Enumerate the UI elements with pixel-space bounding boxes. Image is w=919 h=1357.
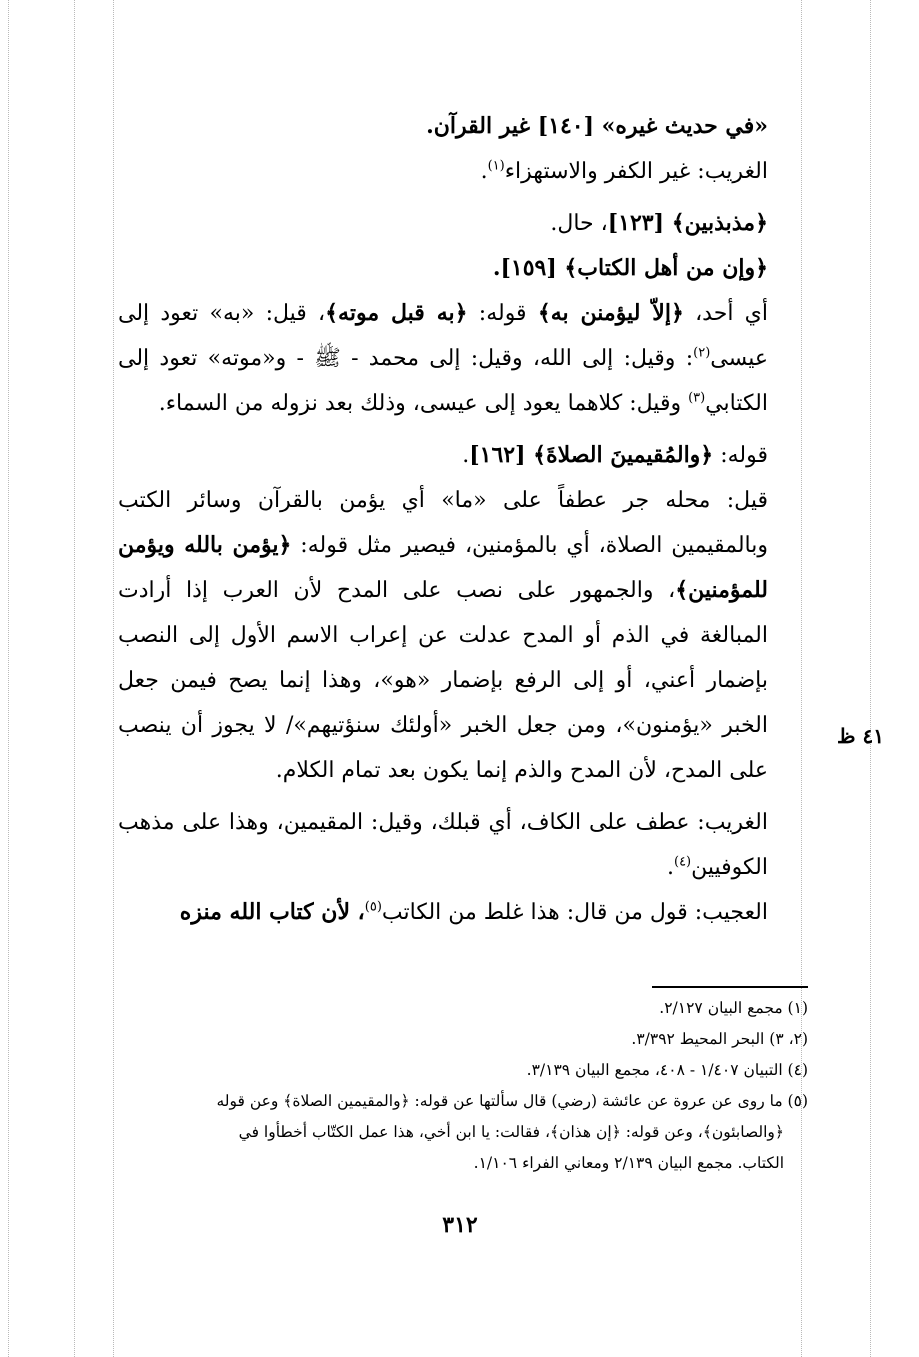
footnote-4-cont: الكتاب. مجمع البيان ٢/١٣٩ ومعاني الفراء ١/١٠٦. (473, 1154, 784, 1172)
footnote-marker: (٢) (693, 345, 711, 361)
paragraph-7: قيل: محله جر عطفاً على «ما» أي يؤمن بالقرآن وسائر الكتب وبالمقيمين الصلاة، أي بالمؤمنين، فيصير مثل قوله: ﴿يؤمن بالله ويؤمن للمؤمنين﴾، والجمهور على نصب على المدح لأن العرب إذا أرادت المبالغة في الذم أو المدح عدلت عن إعراب الاسم الأول إلى النصب بإضمار أعني، أو إلى الرفع بإضمار «هو»، وهذا إنما يصح فيمن جعل الخبر «يؤمنون»، ومن جعل الخبر «أولئك سنؤتيهم»/ لا يجوز أن ينصب على المدح، لأن المدح والذم إنما يكون بعد تمام الكلام. (118, 488, 768, 783)
verse-quote: ﴿إلاّ ليؤمنن به﴾ (537, 300, 684, 326)
footnote-marker: (١) (487, 158, 505, 174)
manuscript-folio-note: ٤١ ظ (837, 724, 884, 748)
footnote-3: (٤) التبيان ١/٤٠٧ - ٤٠٨، مجمع البيان ٣/١٣٩. (526, 1061, 808, 1079)
paragraph-8: الغريب: عطف على الكاف، أي قبلك، وقيل: المقيمين، وهذا على مذهب الكوفيين$^{(٤)}$. (118, 810, 768, 880)
footnote-2: (٢، ٣) البحر المحيط ٣/٣٩٢. (631, 1030, 808, 1048)
main-text (118, 104, 808, 935)
footnote-marker: (٥) (364, 899, 382, 915)
paragraph-5: أي أحد، ﴿إلاّ ليؤمنن به﴾ قوله: ﴿به قبل موته﴾، قيل: «به» تعود إلى عيسى$^{(٢)}$: وقيل: إلى الله، وقيل: إلى محمد - ﷺ - و«موته» تعود إلى الكتابي$^{(٣)}$ وقيل: كلاهما يعود إلى عيسى، وذلك بعد نزوله من السماء. (118, 300, 768, 416)
footnote-1: (١) مجمع البيان ٢/١٢٧. (659, 999, 808, 1017)
verse-quote: ﴿يؤمن بالله ويؤمن للمؤمنين﴾ (118, 532, 768, 603)
verse-quote: ﴿به قبل موته﴾ (325, 300, 468, 326)
paragraph-3: ﴿مذبذبين﴾ [١٢٣]، حال. (550, 210, 768, 236)
page-number: ٣١٢ (442, 1212, 478, 1238)
scan-margin-line (8, 0, 9, 1357)
paragraph-2: الغريب: غير الكفر والاستهزاء$^{(١)}$. (480, 158, 768, 184)
scan-margin-line (870, 0, 871, 1357)
footnotes (112, 993, 808, 1179)
paragraph-6: قوله: ﴿والمُقيمينَ الصلاةَ﴾ [١٦٢]. (462, 442, 768, 468)
footnote-4: (٥) ما روى عن عروة عن عائشة (رضي) قال سألتها عن قوله: ﴿والمقيمين الصلاة﴾ وعن قوله (216, 1092, 808, 1110)
footnote-separator (652, 986, 808, 988)
scan-margin-line (74, 0, 75, 1357)
verse-quote: ﴿مذبذبين﴾ [١٢٣] (607, 210, 768, 236)
paragraph-9: العجيب: قول من قال: هذا غلط من الكاتب$^{(٥)}$، لأن كتاب الله منزه (179, 899, 768, 925)
verse-reference: «في حديث غيره» [١٤٠] غير القرآن. (426, 113, 768, 139)
paragraph-4 (118, 246, 808, 291)
footnote-4-cont: ﴿والصابئون﴾، وعن قوله: ﴿إن هذان﴾، فقالت: يا ابن أخي، هذا عمل الكتّاب أخطأوا في (238, 1123, 784, 1141)
footnote-marker: (٣) (688, 390, 706, 406)
paragraph-1 (118, 104, 808, 149)
verse-quote: ﴿وإن من أهل الكتاب﴾ [١٥٩]. (492, 255, 768, 281)
verse-quote: ﴿والمُقيمينَ الصلاةَ﴾ [١٦٢] (469, 442, 714, 468)
footnote-marker: (٤) (673, 854, 692, 870)
